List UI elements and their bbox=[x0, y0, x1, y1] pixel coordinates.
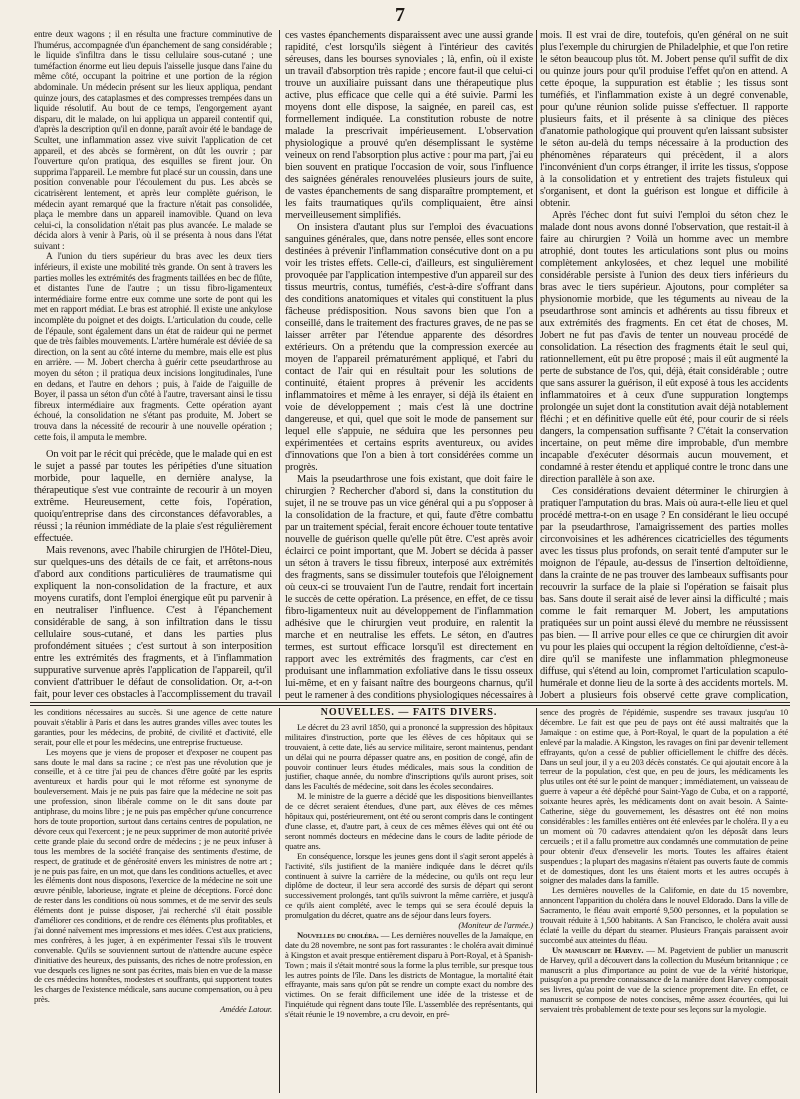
news-text: — M. Pagetvient de publier un manuscrit de Harvey, qu'il a découvert dans la collection du Muséum britannique ; ce manuscrit a plus d'importance au point de vue de la vérité historique, puisqu'on a pu prendre connaissance de la manière dont Harvey composait ses livres, qu'au point de vue de la science proprement dite. En effet, ce manuscrit se compose de notes concises, même assez écourtées, qui lui servaient très probablement de texte pour ses leçons sur la myologie. bbox=[540, 944, 788, 1015]
paragraph: mois. Il est vrai de dire, toutefois, qu'en général on ne suit plus l'exemple du chirurgien de Philadelphie, et que l'on retire le séton beaucoup plus tôt. M. Jobert pense qu'il suffit de dix ou quinze jours pour qu'il produise l'effet qu'on en attend. A cette époque, la suppuration est établie ; les tissus sont tuméfiés, et l'inflammation existe à un degré convenable, pour qu'une réunion solide puisse s'effectuer. Il rapporte plusieurs faits, et il présente à sa clinique des pièces d'anatomie pathologique qui prouvent qu'en laissant subsister le séton au-delà du temps nécessaire à la production des phénomènes réparateurs qui précèdent, il a alors l'inconvénient d'un corps étranger, il irrite les tissus, s'oppose à la consolidation et y entretient des trajets fistuleux qui s'organisent, et dont la guérison est longue et difficile à obtenir. bbox=[540, 30, 788, 209]
section-divider bbox=[30, 705, 790, 706]
paragraph: ces vastes épanchements disparaissent avec une aussi grande rapidité, c'est lorsqu'ils siègent à l'intérieur des cavités séreuses, dans les bourses synoviales ; là, enfin, où il existe un travail d'absorption très rapide ; encore faut-il que celui-ci trouve un auxiliaire puissant dans une thérapeutique plus active, plus efficace que celle qui a été suivie. Parmi les moyens dont elle dispose, la saignée, en pareil cas, est formellement indiquée. La constitution robuste de notre malade la prescrivait impérieusement. L'observation physiologique a prouvé qu'en désemplissant le système veineux on rend l'absorption plus active : pour ma part, j'ai eu bien souvent en pratique l'occasion de voir, sous l'influence des saignées générales renouvelées plusieurs jours de suite, de vastes épanchements de sang disparaître promptement, et les faits traumatiques qu'ils compliquaient, être ainsi merveilleusement simplifiés. bbox=[285, 30, 533, 221]
paragraph: sence des progrès de l'épidémie, suspendre ses travaux jusqu'au 10 décembre. Le fait est que peu de pays ont été aussi maltraités que la Jamaïque : on estime que, à Port-Royal, le quart de la population a été enlevé par la maladie. A Kingston, les ravages on fini par devenir tellement effrayants, qu'on a cessé de publier officiellement le chiffre des décès. Dans un seul jour, il y a eu 203 décès constatés. Ce qui ajoutait encore à la terreur de la population, c'est que, en peu de jours, les médicaments les plus utiles ont été sur le point de manquer ; immédiatement, un vaisseau de guerre à vapeur a été dépêché pour Saint-Yago de Cuba, et on a rapporté, soixante heures après, les médicaments dont on avait besoin. A Sainte-Catherine, siège du gouvernement, les désastres ont été non moins considérables : les familles entières ont été enlevées par le choléra. Il y a eu un moment où 70 cadavres attendaient qu'on les déposât dans leurs cercueils ; et il a fallu promettre aux condamnés une commutation de peine pour obtenir d'eux d'ensevelir les morts. Toutes les affaires étaient suspendues ; la plupart des magasins n'étaient pas ouverts faute de commis et de domestiques, dont les uns étaient morts et les autres occupés à soigner des malades dans la famille. bbox=[540, 708, 788, 886]
paragraph: Mais la pseudarthrose une fois existant, que doit faire le chirurgien ? Rechercher d'abord si, dans la constitution du sujet, il ne se trouve pas un vice général qui a pu s'opposer à la consolidation de la fracture, et qui, faute d'être combattu par un traitement spécial, ferait encore échouer toute tentative nouvelle de guérison quelle qu'elle pût être. C'est après avoir éclairci ce point important, que M. Jobert se décida à passer un séton à travers le tissu fibreux, interposé aux extrémités des fragments, sans se dissimuler toutefois que l'éloignement où ceux-ci se trouvaient l'un de l'autre, rendait fort incertain le succès de cette opération. La présence, en effet, de ce tissu fibro-ligamenteux nuit au développement de l'inflammation adhésive que le chirurgien veut produire, en ralentit la marche et en neutralise les effets. Le séton, en d'autres termes, est surtout efficace lorsqu'il est directement en rapport avec les extrémités des fragments, car c'est en produisant une inflammation exfoliative dans le tissu osseux lui-même, et en y faisant naître des bourgeons charnus, qu'il peut le ramener à des conditions physiologiques nécessaires à bbox=[285, 474, 533, 700]
news-label: Nouvelles du choléra. bbox=[297, 929, 379, 940]
source-credit: (Moniteur de l'armée.) bbox=[458, 920, 533, 931]
column-divider bbox=[279, 708, 280, 1093]
section-heading: NOUVELLES. — FAITS DIVERS. bbox=[320, 708, 498, 718]
observation-block bbox=[34, 30, 272, 443]
commentary-block bbox=[34, 449, 272, 700]
paragraph: les conditions nécessaires au succès. Si une agence de cette nature pouvait s'établir à Paris et dans les autres grandes villes avec toutes les garanties, pour les médecins, de probité, de civilité et d'activité, elle serait, pour elle et pour les médecins, une entreprise fructueuse. bbox=[34, 708, 272, 747]
paragraph: Les dernières nouvelles de la Californie, en date du 15 novembre, annoncent l'apparition du choléra dans le nouvel Eldorado. Dans la ville de Sacramento, le fléau avait emporté 9,500 personnes, et la population se trouvait réduite à 1,500 habitants. A San Francisco, le choléra avait aussi éclaté la veille du départ du steamer. Plusieurs Français paraissent avoir succombé aux atteintes du fléau. bbox=[540, 885, 788, 945]
paragraph: entre deux wagons ; il en résulta une fracture comminutive de l'humérus, accompagnée d'un épanchement de sang considérable ; le liquide s'infiltra dans le tissu cellulaire sous-cutané ; une tuméfaction énorme eut lieu depuis l'aisselle jusque dans l'aine du même côté, occupant la poitrine et une portion de la région abdominale. Un médecin présent sur les lieux appliqua, pendant quinze jours, des cataplasmes et des compresses trempées dans un liquide résolutif. Au bout de ce temps, l'engorgement ayant disparu, dit le malade, on lui appliqua un appareil contentif qui, d'après la description qu'il en donne, paraît avoir été le bandage de Scultet, une inflammation assez vive suivit l'application de cet appareil, et des abcès se formèrent, on dût les ouvrir ; par l'ouverture qu'on pratiqua, des esquilles se firent jour. On supprima l'appareil. Le membre fut placé sur un coussin, dans une position convenable pour l'écoulement du pus. Les abcès se cicatrisèrent lentement, et après leur complète guérison, le médecin ayant remarqué que la fracture n'était pas consolidée, plaça le membre dans un appareil inamovible. Quand on leva celui-ci, la consolidation n'était pas plus avancée. Le malade se décida alors à venir à Paris, où il se présenta à nous dans l'état suivant : bbox=[34, 30, 272, 252]
lower-column-3 bbox=[540, 708, 788, 1093]
page-number: 7 bbox=[395, 4, 405, 26]
column-divider bbox=[536, 708, 537, 1093]
article-column-1 bbox=[34, 30, 272, 700]
news-text: — Les dernières nouvelles de la Jamaïque, en date du 28 novembre, ne sont pas fort rassurantes : le choléra avait diminué à Kingston et avait presque entièrement disparu à Port-Royal, et à Spanish-Town ; mais il s'était montré sous la forme la plus terrible, sur presque tous les autres points de l'île. Dans les districts de Montague, la mortalité était effrayante, mais sans qu'on pût se rendre un compte exact du nombre des victimes. On se ferait difficilement une idée de la tristesse et de l'inquiétude qui règnent dans toute l'île. L'assemblée des représentants, qui s'était réunie le 19 novembre, a cru devoir, en pré- bbox=[285, 929, 533, 1020]
paragraph: On insistera d'autant plus sur l'emploi des évacuations sanguines générales, que, dans notre pensée, elles sont encore destinées à prévenir l'inflammation consécutive dont on a pu voir les tristes effets. Celle-ci, d'ailleurs, est singulièrement provoquée par l'application intempestive d'un appareil sur des tissus meurtris, contus, tuméfiés, c'est-à-dire s'offrant dans des conditions anatomiques et vitales qui constituent la plus fâcheuse prédisposition. Nous savons bien que l'on a conseillé, dans le traitement des fractures graves, de ne pas se laisser arrêter par l'étendue apparente des désordres extérieurs. On a prétendu que la compression exercée au moyen de l'appareil prématurément appliqué, et l'abri du contact de l'air qui en résultait pour les solutions de continuité, étaient propres à prévenir les accidents inflammatoires et même à les enrayer, si déjà ils étaient en voie de développement ; mais c'est là une doctrine dangereuse, et qui, quel que soit le mode de pansement sur lequel elle s'appuie, ne séduira que les personnes peu expérimentées et certains esprits aventureux, ou avides d'innovations que l'on a bien à tort considérées comme un progrès. bbox=[285, 222, 533, 473]
news-item-cholera bbox=[285, 931, 533, 1020]
paragraph: On voit par le récit qui précède, que le malade qui en est le sujet a passé par toutes les péripéties d'une situation morbide, pour laquelle, en dernière analyse, la thérapeutique s'est vue contrainte de recourir à un moyen extrême. Heureusement, cette fois, l'opération, quoiqu'entreprise dans des circonstances défavorables, a réussi ; la réunion immédiate de la plaie s'est régulièrement effectuée. bbox=[34, 449, 272, 545]
news-label: Un manuscrit de Harvey. bbox=[552, 944, 644, 955]
paragraph: En conséquence, lorsque les jeunes gens dont il s'agit seront appelés à l'activité, s'ils justifient de la manière indiquée dans le décret qu'ils continuent à suivre la carrière de la médecine, ou qu'ils ont reçu leur diplôme de docteur, il leur sera accordé des sursis de départ qui seront successivement prolongés, tant qu'ils suivront la même carrière, et jusqu'à ce qu'ils aient complété, avec le temps qui se sera écoulé depuis la promulgation du décret, quatre ans de séjour dans leurs foyers. bbox=[285, 850, 533, 921]
heading-underline bbox=[325, 718, 493, 719]
author-signature: Amédée Latour. bbox=[220, 1004, 272, 1015]
paragraph: M. le ministre de la guerre a décidé que les dispositions bienveillantes de ce décret seraient étendues, d'une part, aux élèves de ces mêmes hôpitaux qui, postérieurement, ont été ou seront compris dans le contingent d'une classe, et, d'autre part, à ceux de ces mêmes élèves qui ont été ou seront nommés docteurs en médecine dans le cours de ladite période de quatre ans. bbox=[285, 791, 533, 851]
paragraph: Le décret du 23 avril 1850, qui a prononcé la suppression des hôpitaux militaires d'instruction, porte que les élèves de ces hôpitaux qui se trouvaient, à cette date, liés au service militaire, seront maintenus, pendant un délai qui ne pourra dépasser quatre ans, en position de congé, afin de pouvoir continuer leurs études médicales, mais sous la condition de justifier, chaque année, du nombre d'inscriptions qu'ils auront prises, soit dans les Facultés de médecine, soit dans les écoles secondaires. bbox=[285, 721, 533, 792]
paragraph: Ces considérations devaient déterminer le chirurgien à pratiquer l'amputation du bras. Mais où aura-t-elle lieu et quel procédé mettra-t-on en usage ? En considérant le lieu occupé par la pseudarthrose, l'amaigrissement des parties molles circonvoisines et les adhérences cicatricielles des téguments avec les tissus plus profonds, on serait tenté d'amputer sur le moignon de l'épaule, au-dessus de l'insertion deltoïdienne, dans la crainte de ne pas trouver des lambeaux suffisants pour recouvrir la surface de la plaie si l'opération se faisait plus bas. Sans doute il serait aisé de lever ainsi la difficulté ; mais comme le fait remarquer M. Jobert, les amputations pratiquées sur un point aussi élevé du membre ne réussissent pas bien. — Il arrive pour elles ce que ce chirurgien dit avoir vu pour les plaies qui occupent la région deltoïdienne, c'est-à-dire qu'il se manifeste une inflammation phlegmoneuse diffuse, qui s'étend au loin, compromet l'articulation scapulo-humérale et donne lieu de la sorte à des accidents mortels. M. Jobert a plusieurs fois observé cette grave complication, bbox=[540, 486, 788, 700]
article-column-2 bbox=[285, 30, 533, 700]
lower-column-1 bbox=[34, 708, 272, 1093]
news-item-harvey bbox=[540, 946, 788, 1015]
lower-column-2 bbox=[285, 708, 533, 1093]
paragraph: Après l'échec dont fut suivi l'emploi du séton chez le malade dont nous avons donné l'observation, que restait-il à faire au chirurgien ? Voilà un homme avec un membre atrophié, dont toutes les articulations sont plus ou moins complètement ankylosées, et chez lequel une mobilité considérable persiste à l'union des deux tiers inférieurs du bras avec le tiers supérieur. Ajoutons, pour compléter sa physionomie morbide, que les téguments au niveau de la pseudarthrose sont amincis et adhérents au tissu fibreux et aux extrémités des fragments. En cet état de choses, M. Jobert ne fut pas d'avis de tenter un nouveau procédé de consolidation. La résection des fragments était le seul qui, rationnellement, eût pu être proposé ; mais il eût augmenté la perte de substance de l'os, qui, déjà, était considérable ; outre que sans assurer la guérison, il eût exposé à tous les accidents inflammatoires et à ceux d'une suppuration longtemps prolongée un sujet dont la constitution avait déjà notablement fléchi ; et en définitive quelle eût été, pour courir de si réels dangers, la compensation suffisante ? C'était la conservation incertaine, on peut même dire improbable, d'un membre incapable d'exécuter désormais aucun mouvement, et condamné à rester étendu et appliqué contre le tronc dans une direction parallèle à son axe. bbox=[540, 210, 788, 485]
column-divider bbox=[536, 30, 537, 698]
column-divider bbox=[279, 30, 280, 698]
paragraph: Les moyens que je viens de proposer et d'exposer ne coupent pas sans doute le mal dans sa racine ; ce n'est pas une révolution que je conseille, et à ce titre j'ai peu de chances d'être goûté par les esprits aventureux et hardis pour qui le mot réforme est synonyme de bouleversement. Mais je ne puis pas faire que la médecine ne soit pas une profession, sinon libérale comme on le dit sans doute par antiphrase, du moins libre ; je ne puis pas empêcher qu'une concurrence hors de toute proportion, surtout dans certains centres de population, ne dévore ceux qui l'exercent ; je ne peux supprimer de mon autorité privée cette grande plaie du second ordre de médecins ; je ne peux infuser à tous les membres de la société française des sentiments d'estime, de respect, de gratitude et de générosité envers les ministres de notre art ; je ne puis pas faire, en un mot, que dans les conditions actuelles, et avec les éléments dont nous disposons, l'exercice de la médecine ne soit une œuvre pénible, laborieuse, ingrate et pleine de déceptions. Forcé donc de rester dans les conditions où nous sommes, et de me servir des seuls éléments dont je puisse disposer, j'ai recherché s'il était possible d'améliorer ces conditions, et de rendre ces éléments plus profitables, et j'ai donné naïvement mes impressions et mes idées. C'est aux praticiens, mes confrères, à les juger, à en expérimenter l'essai s'ils le trouvent convenable. Qu'ils se souviennent surtout de n'attendre aucune espèce d'initiative des heureux, des puissants, des riches de notre profession, en vue desquels ces lignes ne sont pas écrites, mais bien en vue de la masse de ces médecins honnêtes, modestes et souffrants, qui supportent toutes les charges de l'existence médicale, sans aucune compensation, ou à peu près. bbox=[34, 746, 272, 1005]
section-divider bbox=[30, 702, 790, 703]
paragraph: Mais revenons, avec l'habile chirurgien de l'Hôtel-Dieu, sur quelques-uns des détails de ce fait, et arrêtons-nous d'abord aux conditions particulières de traumatisme qui expliquent la non-consolidation de la fracture, et aux moyens curatifs, dont l'emploi énergique eût pu parvenir à en neutraliser l'influence. C'est à l'épanchement considérable de sang, à son infiltration dans le tissu cellulaire sous-cutané, et dans les parties plus profondément situées ; c'est surtout à son interposition entre les extrémités des fragments, et à l'inflammation suppurative survenue après l'application de l'appareil, qu'il convient d'attribuer le défaut de consolidation. Or, a-t-on fait, pour lever ces obstacles à l'accomplissement du travail bbox=[34, 545, 272, 700]
article-column-3 bbox=[540, 30, 788, 700]
paragraph: A l'union du tiers supérieur du bras avec les deux tiers inférieurs, il existe une mobilité très grande. On sent à travers les parties molles les extrémités des fragments taillées en bec de flûte, et distantes l'une de l'autre ; un tissu fibro-ligamenteux intermédiaire forme entre eux comme une sorte de pont qui les met en rapport médiat. Le bras est atrophié. Il existe une ankylose incomplète du poignet et des doigts. L'articulation du coude, celle de l'épaule, sont également dans un état de raideur qui ne permet que de très faibles mouvements. L'artère humérale est déviée de sa direction, on la sent au côté interne du membre, mais elle est plus en arrière. — M. Jobert chercha à guérir cette pseudarthrose au moyen du séton ; il pratiqua deux incisions longitudinales, l'une en dedans, et l'autre en dehors ; puis, à l'aide de l'aiguille de Boyer, il passa un séton d'un côté à l'autre, traversant ainsi le tissu fibreux intermédiaire aux fragments. Cette opération ayant échoué, la consolidation ne s'étant pas produite, M. Jobert se trouva dans la nécessité de recourir à une nouvelle opération ; cette fois, il amputa le membre. bbox=[34, 252, 272, 443]
